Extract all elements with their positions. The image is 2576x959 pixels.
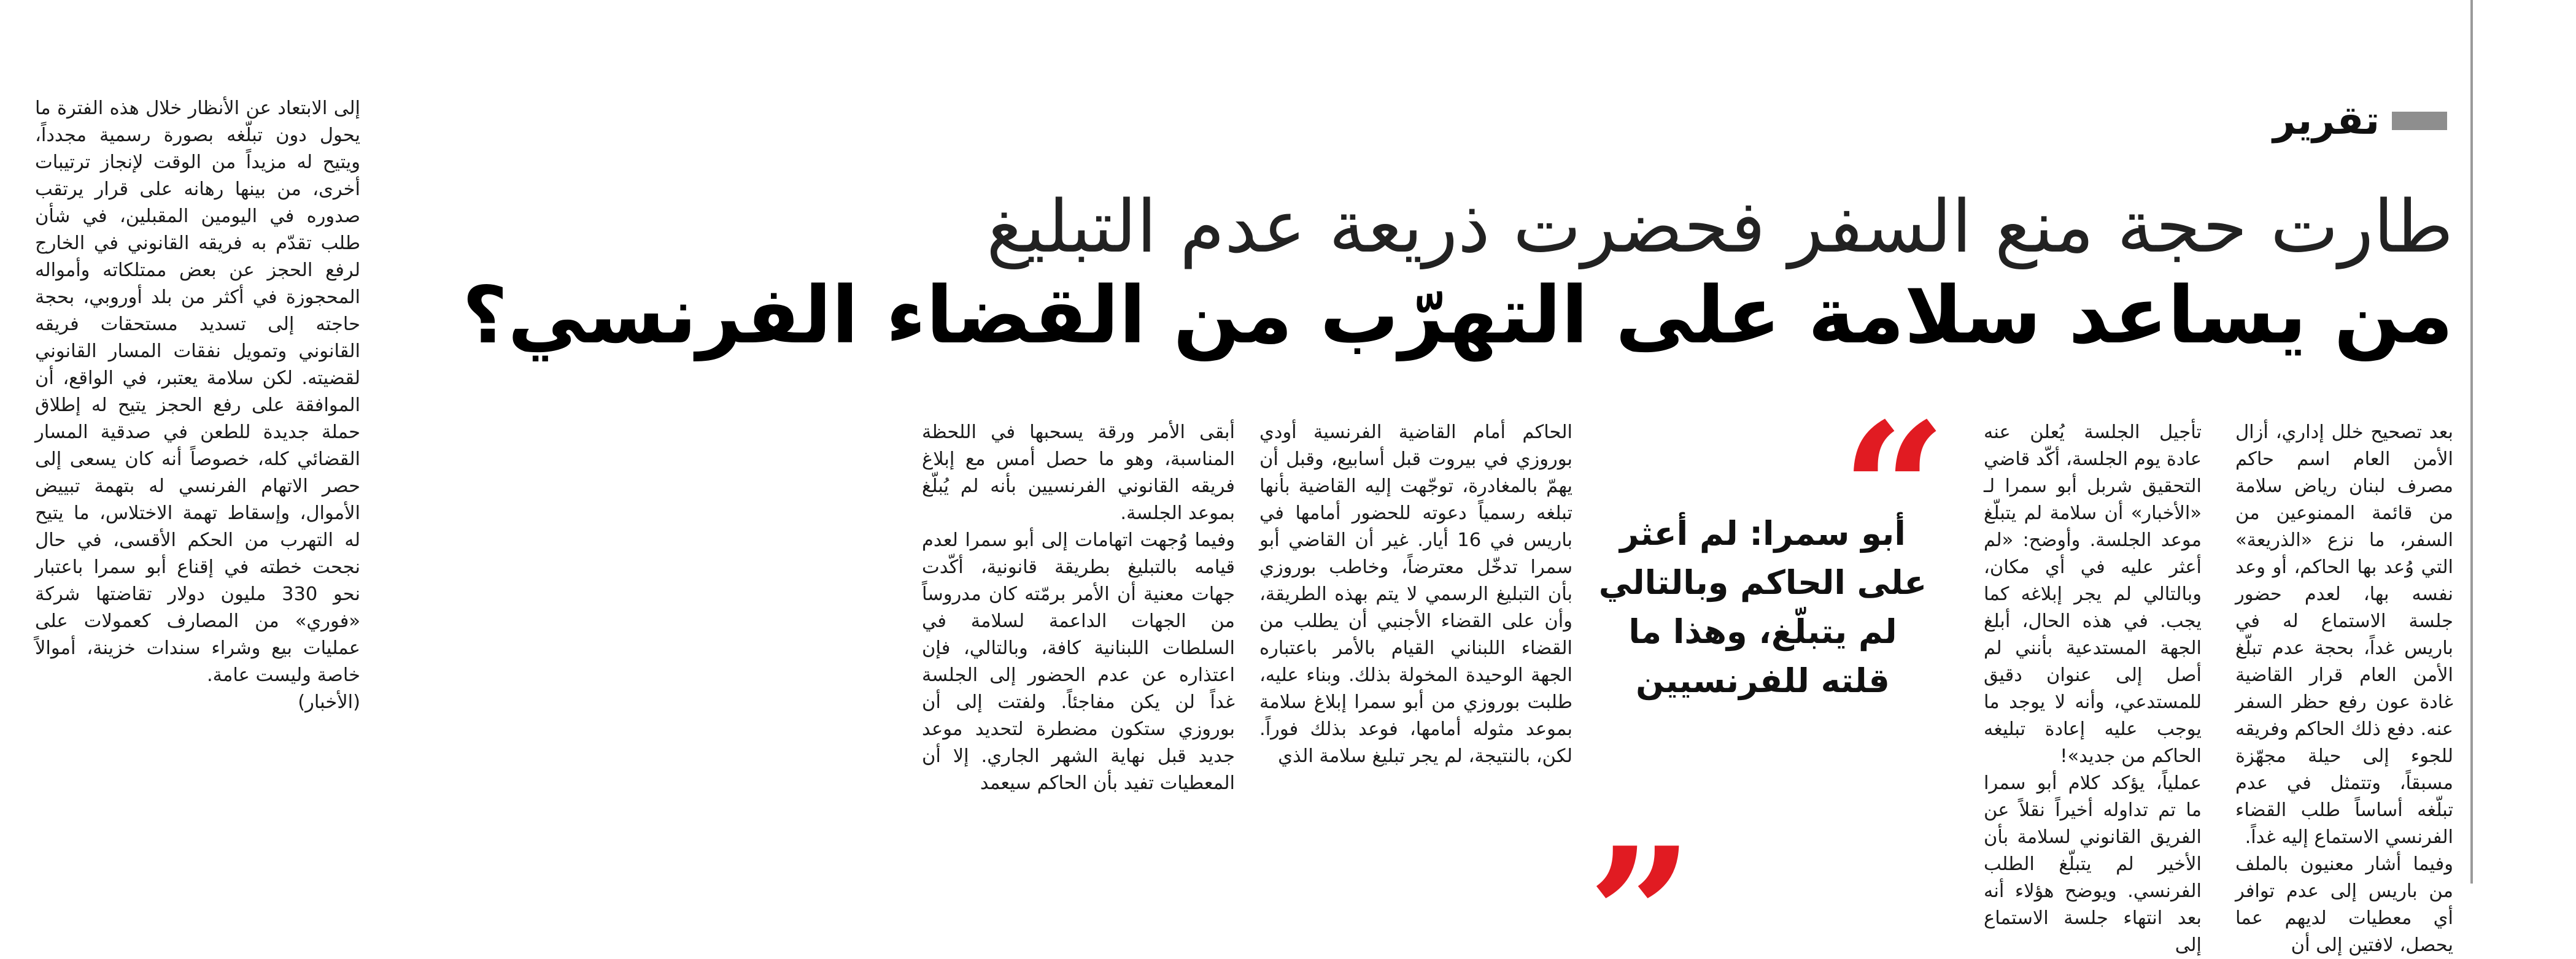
article-column-5 — [35, 95, 360, 871]
paragraph: أبقى الأمر ورقة يسحبها في اللحظة المناسبة، وهو ما حصل أمس مع إبلاغ فريقه القانوني الفرنسيين بأنه لم يُبلّغ بموعد الجلسة. — [922, 422, 1235, 524]
paragraph: وفيما وُجهت اتهامات إلى أبو سمرا لعدم قيامه بالتبليغ بطريقة قانونية، أكّدت جهات معنية أن الأمر برمّته كان مدروساً من الجهات الداعمة لسلامة في السلطات اللبنانية كافة، وبالتالي، فإن اعتذاره عن عدم الحضور إلى الجلسة غداً لن يكن مفاجئاً. ولفتت إلى أن بوروزي ستكون مضطرة لتحديد موعد جديد قبل نهاية الشهر الجاري. إلا أن المعطيات تفيد بأن الحاكم سيعمد — [922, 530, 1235, 794]
paragraph: وفيما أشار معنيون بالملف من باريس إلى عدم توافر أي معطيات لديهم عما يحصل، لافتين إلى أن — [2235, 853, 2453, 956]
article-column-4 — [922, 419, 1235, 870]
article-column-1 — [2235, 419, 2453, 956]
open-quote-icon: “ — [1841, 382, 1947, 599]
section-tag — [2273, 98, 2447, 144]
section-label: تقرير — [2273, 98, 2380, 144]
paragraph: عملياً، يؤكد كلام أبو سمرا ما تم تداوله أخيراً نقلاً عن الفريق القانوني لسلامة بأن الأخير لم يتبلّغ الطلب الفرنسي. ويوضح هؤلاء أنه بعد انتهاء جلسة الاستماع إلى — [1984, 772, 2202, 956]
article-column-2 — [1984, 419, 2202, 956]
paragraph: تأجيل الجلسة يُعلن عنه عادة يوم الجلسة، أكّد قاضي التحقيق شربل أبو سمرا لـ «الأخبار» أن سلامة لم يتبلّغ موعد الجلسة. وأوضح: «لم أعثر عليه في أي مكان، وبالتالي لم يجر إبلاغه كما يجب. في هذه الحال، أبلغ الجهة المستدعية بأنني لم أصل إلى عنوان دقيق للمستدعي، وأنه لا يوجد ما يوجب عليه إعادة تبليغه الحاكم من جديد»! — [1984, 422, 2202, 767]
paragraph: الحاكم أمام القاضية الفرنسية أودي بوروزي في بيروت قبل أسابيع، وقبل أن يهمّ بالمغادرة، توجّهت إليه القاضية بأنها تبلغه رسمياً دعوته للحضور أمامها في باريس في 16 أيار. غير أن القاضي أبو سمرا تدخّل معترضاً، وخاطب بوروزي بأن التبليغ الرسمي لا يتم بهذه الطريقة، وأن على القضاء الأجنبي أن يطلب من القضاء اللبناني القيام بالأمر باعتباره الجهة الوحيدة المخولة بذلك. وبناء عليه، طلبت بوروزي من أبو سمرا إبلاغ سلامة بموعد مثوله أمامها، فوعد بذلك فوراً. لكن، بالنتيجة، لم يجر تبليغ سلامة الذي — [1259, 422, 1572, 767]
main-headline: من يساعد سلامة على التهرّب من القضاء الفرنسي؟ — [462, 270, 2453, 361]
close-quote-icon: „ — [1591, 701, 1697, 918]
source-credit: (الأخبار) — [298, 691, 360, 713]
kicker-headline: طارت حجة منع السفر فحضرت ذريعة عدم التبليغ — [986, 184, 2453, 269]
column-divider-rule — [2470, 0, 2473, 884]
section-tag-bar — [2392, 112, 2447, 130]
pull-quote — [1591, 382, 1947, 918]
paragraph: إلى الابتعاد عن الأنظار خلال هذه الفترة ما يحول دون تبلّغه بصورة رسمية مجدداً، ويتيح له مزيداً من الوقت لإنجاز ترتيبات أخرى، من بينها رهانه على قرار يرتقب صدوره في اليومين المقبلين، في شأن طلب تقدّم به فريقه القانوني في الخارج لرفع الحجز عن بعض ممتلكاته وأمواله المحجوزة في أكثر من بلد أوروبي، بحجة حاجته إلى تسديد مستحقات فريقه القانوني وتمويل نفقات المسار القانوني لقضيته. لكن سلامة يعتبر، في الواقع، أن الموافقة على رفع الحجز يتيح له إطلاق حملة جديدة للطعن في صدقية المسار القضائي كله، خصوصاً أنه كان يسعى إلى حصر الاتهام الفرنسي له بتهمة تبييض الأموال، وإسقاط تهمة الاختلاس، ما يتيح له التهرب من الحكم الأقسى، في حال نجحت خطته في إقناع أبو سمرا باعتبار نحو 330 مليون دولار تقاضتها شركة «فوري» من المصارف كعمولات على عمليات بيع وشراء سندات خزينة، أموالاً خاصة وليست عامة. — [35, 98, 360, 686]
paragraph: بعد تصحيح خلل إداري، أزال الأمن العام اسم حاكم مصرف لبنان رياض سلامة من قائمة الممنوعين من السفر، ما نزع «الذريعة» التي وُعد بها الحاكم، أو وعد نفسه بها، لعدم حضور جلسة الاستماع له في باريس غداً، بحجة عدم تبلّغ الأمن العام قرار القاضية غادة عون رفع حظر السفر عنه. دفع ذلك الحاكم وفريقه للجوء إلى حيلة مجهّزة مسبقاً، وتتمثل في عدم تبلّغه أساساً طلب القضاء الفرنسي الاستماع إليه غداً. — [2235, 422, 2453, 848]
pull-quote-text: أبو سمرا: لم أعثر على الحاكم وبالتالي لم يتبلّغ، وهذا ما قلته للفرنسيين — [1598, 514, 1927, 700]
article-column-3 — [1259, 419, 1572, 870]
